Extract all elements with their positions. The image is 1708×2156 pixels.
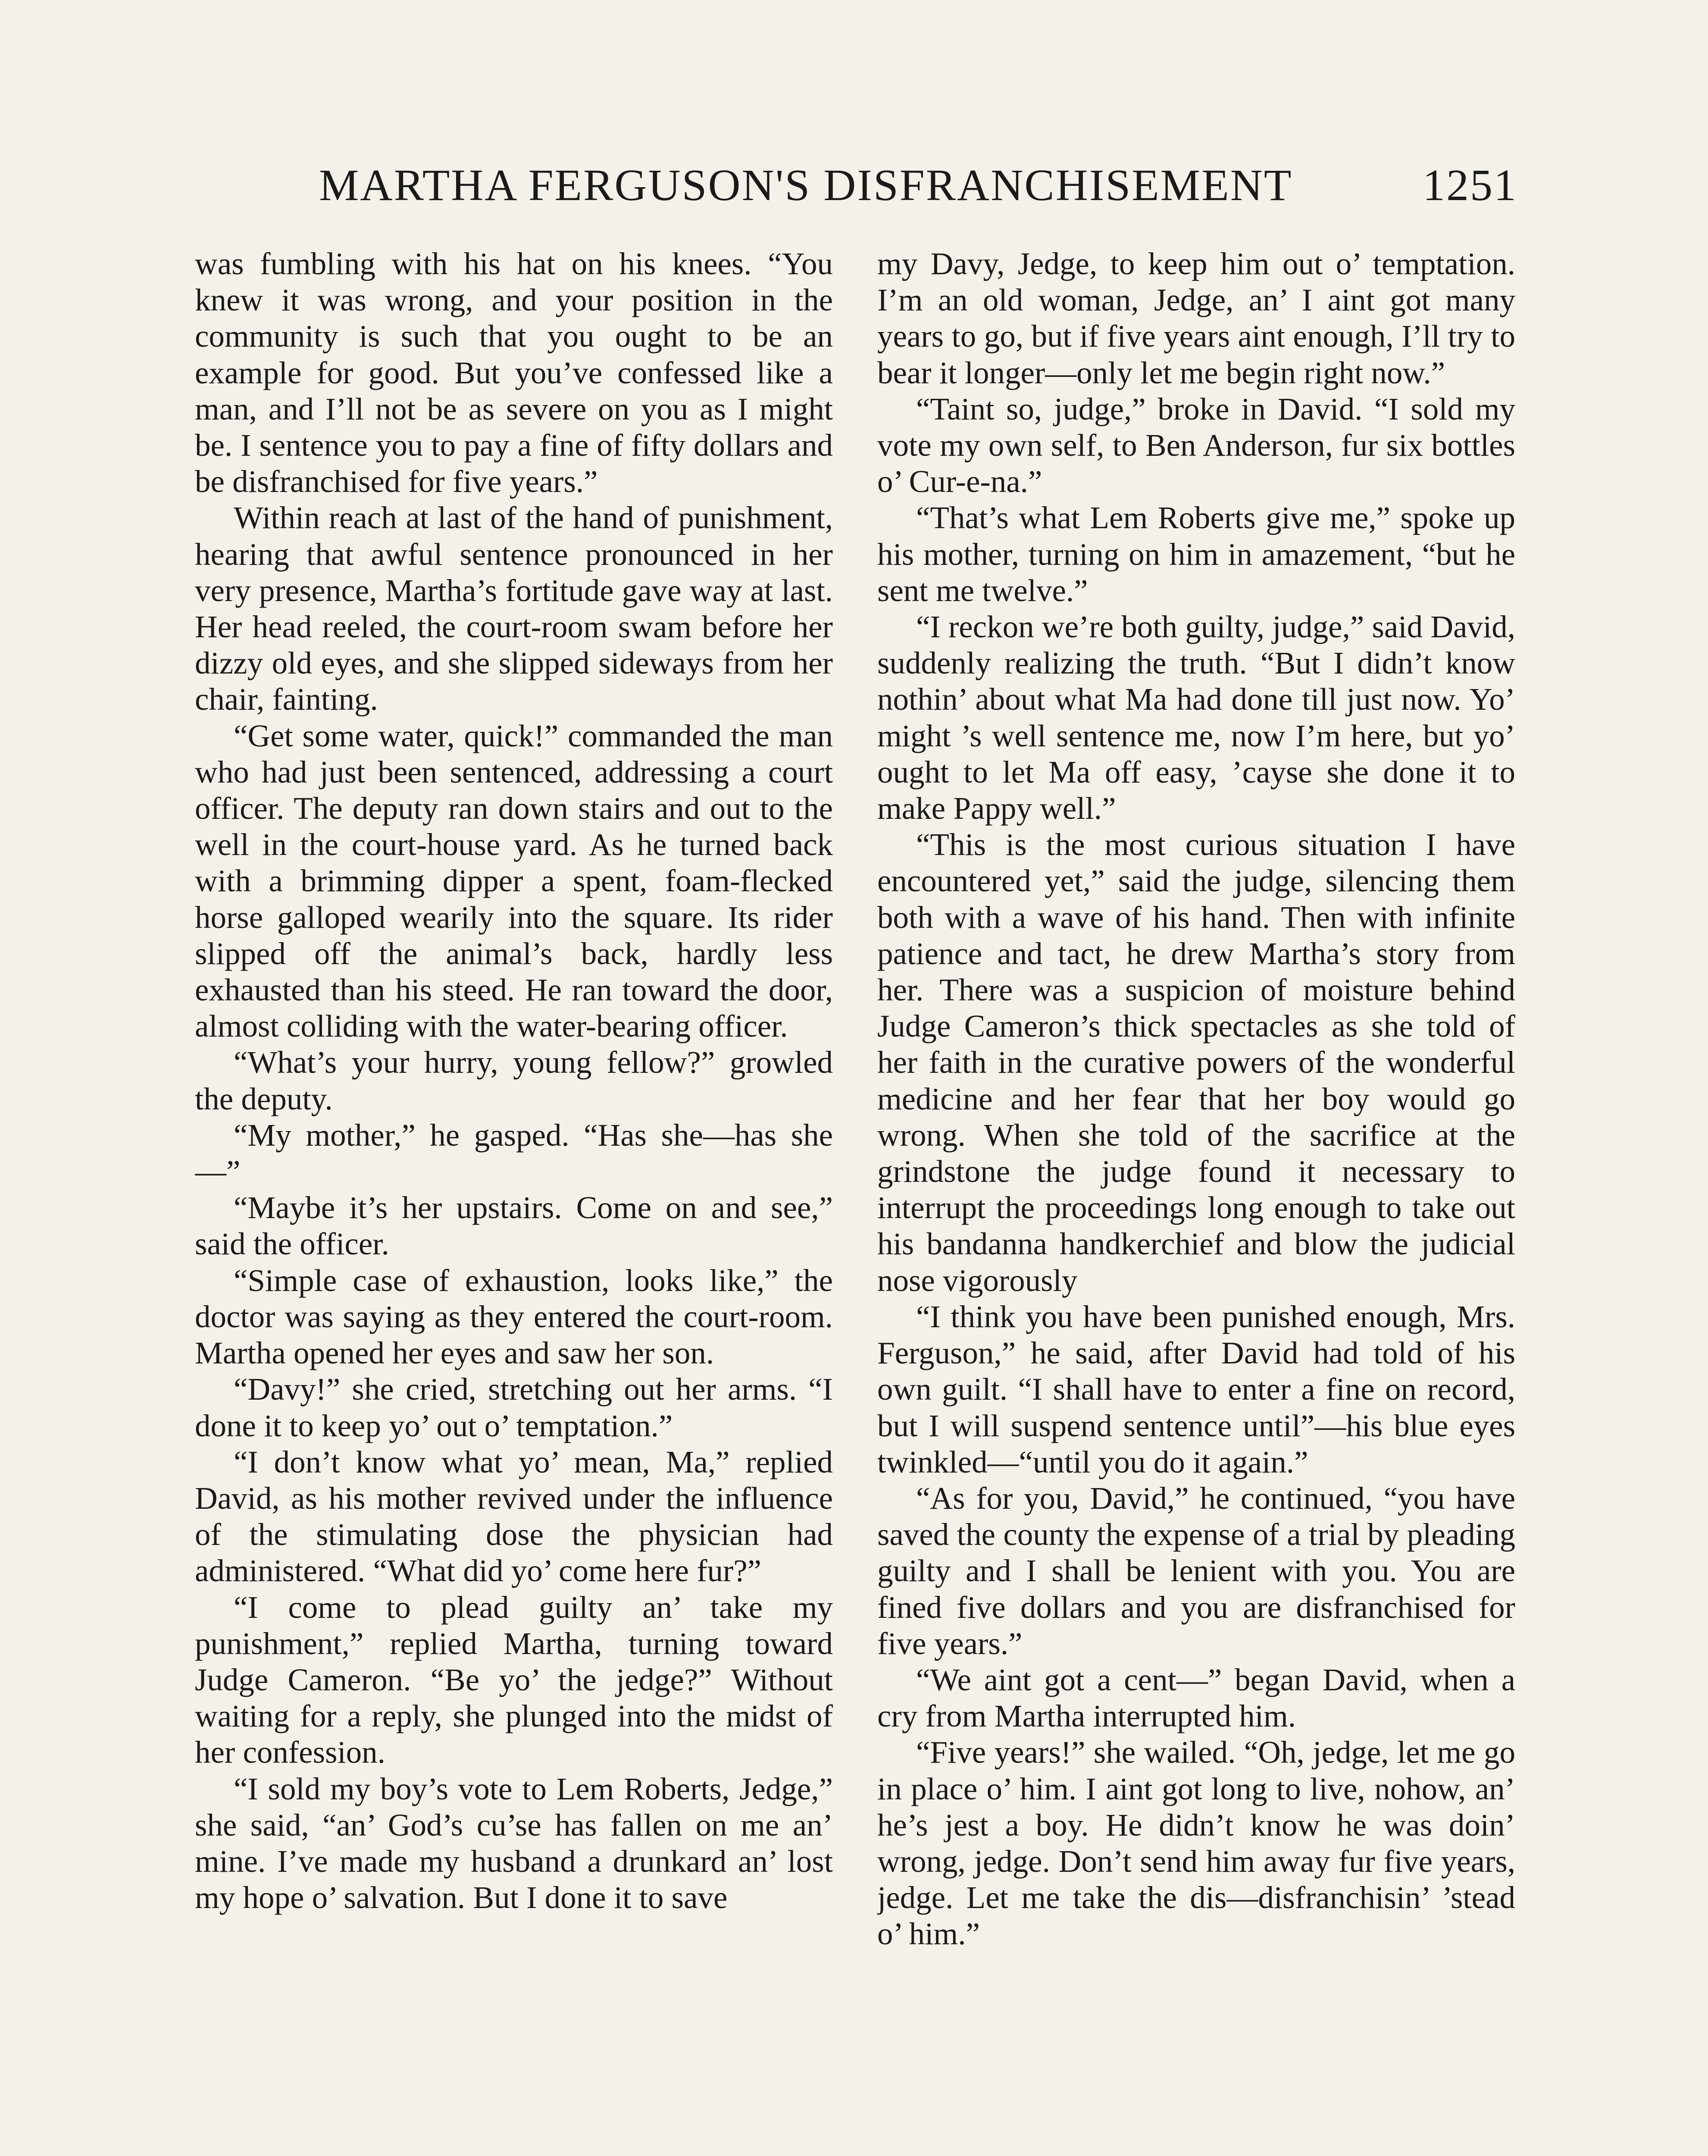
paragraph: “As for you, David,” he continued, “you have saved the county the expense of a trial by pleading guilty and I shall be lenient with you. You are fined five dollars and you are disfranchised for five years.” (877, 1480, 1515, 1661)
text-column-left (195, 246, 833, 2156)
paragraph: “Get some water, quick!” commanded the man who had just been sentenced, addressing a court officer. The deputy ran down stairs and out to the well in the court-house yard. As he turned back with a brimming dipper a spent, foam-flecked horse galloped wearily into the square. Its rider slipped off the animal’s back, hardly less exhausted than his steed. He ran toward the door, almost colliding with the water-bearing officer. (195, 718, 833, 1044)
paragraph: “I don’t know what yo’ mean, Ma,” replied David, as his mother revived under the influence of the stimulating dose the physician had administered. “What did yo’ come here fur?” (195, 1444, 833, 1589)
paragraph: Within reach at last of the hand of punishment, hearing that awful sentence pronounced in her very presence, Martha’s fortitude gave way at last. Her head reeled, the court-room swam before her dizzy old eyes, and she slipped sideways from her chair, fainting. (195, 500, 833, 717)
paragraph: my Davy, Jedge, to keep him out o’ temptation. I’m an old woman, Jedge, an’ I aint got many years to go, but if five years aint enough, I’ll try to bear it longer—only let me begin right now.” (877, 246, 1515, 390)
paragraph: “That’s what Lem Roberts give me,” spoke up his mother, turning on him in amazement, “but he sent me twelve.” (877, 500, 1515, 608)
paragraph: was fumbling with his hat on his knees. “You knew it was wrong, and your position in the community is such that you ought to be an example for good. But you’ve confessed like a man, and I’ll not be as severe on you as I might be. I sentence you to pay a fine of fifty dollars and be disfranchised for five years.” (195, 246, 833, 499)
paragraph: “I sold my boy’s vote to Lem Roberts, Jedge,” she said, “an’ God’s cu’se has fallen on me an’ mine. I’ve made my husband a drunkard an’ lost my hope o’ salvation. But I done it to save (195, 1771, 833, 1915)
paragraph: “What’s your hurry, young fellow?” growled the deputy. (195, 1045, 833, 1116)
paragraph: “My mother,” he gasped. “Has she—has she—” (195, 1117, 833, 1189)
paragraph: “This is the most curious situation I have encountered yet,” said the judge, silencing them both with a wave of his hand. Then with infinite patience and tact, he drew Martha’s story from her. There was a suspicion of moisture behind Judge Cameron’s thick spectacles as she told of her faith in the curative powers of the wonderful medicine and her fear that her boy would go wrong. When she told of the sacrifice at the grindstone the judge found it necessary to interrupt the proceedings long enough to take out his bandanna handkerchief and blow the judicial nose vigorously (877, 827, 1515, 1298)
paragraph: “I think you have been punished enough, Mrs. Ferguson,” he said, after David had told of his own guilt. “I shall have to enter a fine on record, but I will suspend sentence until”—his blue eyes twinkled—“until you do it again.” (877, 1299, 1515, 1479)
page-title: MARTHA FERGUSON'S DISFRANCHISEMENT (319, 160, 1293, 210)
paragraph: “Taint so, judge,” broke in David. “I sold my vote my own self, to Ben Anderson, fur six bottles o’ Cur-e-na.” (877, 391, 1515, 499)
paragraph: “Davy!” she cried, stretching out her arms. “I done it to keep yo’ out o’ temptation.” (195, 1372, 833, 1443)
paragraph: “Maybe it’s her upstairs. Come on and see,” said the officer. (195, 1190, 833, 1262)
page-number: 1251 (1423, 160, 1517, 210)
text-column-right (877, 246, 1515, 2156)
paragraph: “I reckon we’re both guilty, judge,” said David, suddenly realizing the truth. “But I didn’t know nothin’ about what Ma had done till just now. Yo’ might ’s well sentence me, now I’m here, but yo’ ought to let Ma off easy, ’cayse she done it to make Pappy well.” (877, 609, 1515, 826)
paragraph: “We aint got a cent—” began David, when a cry from Martha interrupted him. (877, 1662, 1515, 1734)
running-header (319, 160, 1517, 229)
paragraph: “Five years!” she wailed. “Oh, jedge, let me go in place o’ him. I aint got long to live, nohow, an’ he’s jest a boy. He didn’t know he was doin’ wrong, jedge. Don’t send him away fur five years, jedge. Let me take the dis—disfranchisin’ ’stead o’ him.” (877, 1735, 1515, 1952)
paragraph: “Simple case of exhaustion, looks like,” the doctor was saying as they entered the court-room. Martha opened her eyes and saw her son. (195, 1263, 833, 1371)
paragraph: “I come to plead guilty an’ take my punishment,” replied Martha, turning toward Judge Cameron. “Be yo’ the jedge?” Without waiting for a reply, she plunged into the midst of her confession. (195, 1589, 833, 1770)
